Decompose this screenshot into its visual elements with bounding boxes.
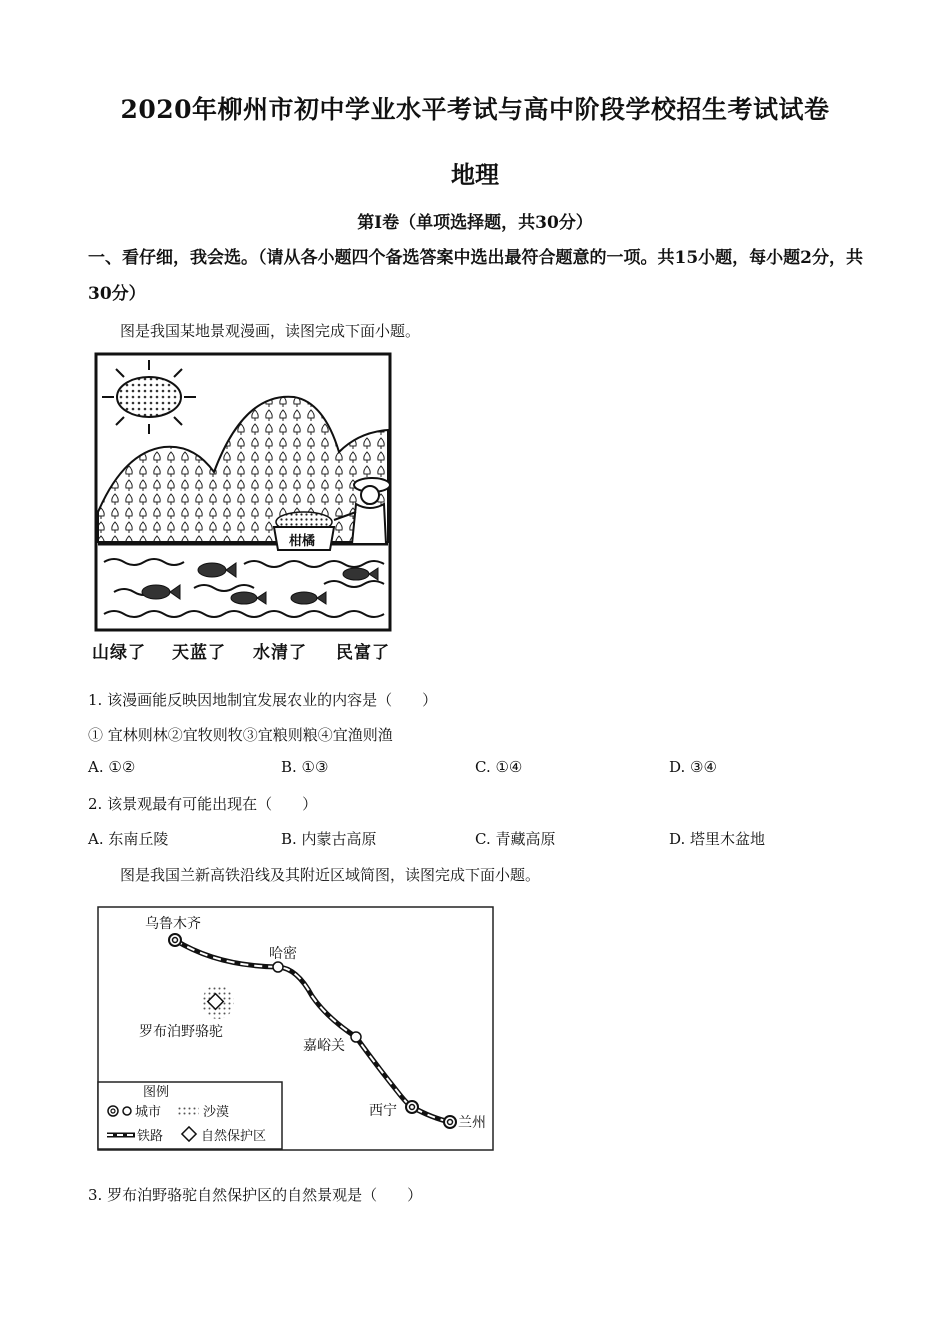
legend-railway: 铁路 bbox=[137, 1129, 164, 1144]
cartoon-caption-1: 山绿了 bbox=[92, 643, 146, 663]
group1-intro: 图是我国某地景观漫画，读图完成下面小题。 bbox=[120, 322, 421, 340]
question-2-stem: 2. 该景观最有可能出现在（ ） bbox=[88, 795, 318, 813]
q1-option-a[interactable]: A. ①② bbox=[88, 758, 136, 776]
cartoon-caption-2: 天蓝了 bbox=[172, 643, 226, 663]
city-urumqi: 乌鲁木齐 bbox=[145, 916, 201, 932]
city-xining: 西宁 bbox=[369, 1103, 397, 1119]
city-jiayuguan: 嘉峪关 bbox=[303, 1038, 345, 1054]
section-title: 第Ⅰ卷（单项选择题，共30分） bbox=[357, 213, 593, 233]
railway-map bbox=[97, 906, 494, 1151]
group2-intro: 图是我国兰新高铁沿线及其附近区域简图，读图完成下面小题。 bbox=[120, 866, 541, 884]
map-legend bbox=[98, 1082, 282, 1149]
legend-title: 图例 bbox=[143, 1085, 170, 1100]
subject-title: 地理 bbox=[451, 160, 499, 189]
question-3-stem: 3. 罗布泊野骆驼自然保护区的自然景观是（ ） bbox=[88, 1186, 423, 1204]
legend-reserve: 自然保护区 bbox=[201, 1129, 267, 1144]
q2-option-b[interactable]: B. 内蒙古高原 bbox=[281, 830, 377, 848]
section-instruction: 一、看仔细，我会选。（请从各小题四个备选答案中选出最符合题意的一项。共15小题，每小题2分，共30分） bbox=[88, 248, 863, 304]
svg-text:柑橘: 柑橘 bbox=[289, 534, 316, 549]
question-1-sub: ① 宜林则林②宜牧则牧③宜粮则粮④宜渔则渔 bbox=[88, 726, 393, 744]
question-1-stem: 1. 该漫画能反映因地制宜发展农业的内容是（ ） bbox=[88, 691, 438, 709]
cartoon-caption-3: 水清了 bbox=[253, 643, 307, 663]
q1-option-c[interactable]: C. ①④ bbox=[475, 758, 523, 776]
q2-option-d[interactable]: D. 塔里木盆地 bbox=[669, 830, 766, 848]
legend-desert: 沙漠 bbox=[203, 1105, 230, 1120]
legend-city: 城市 bbox=[135, 1105, 162, 1120]
city-hami: 哈密 bbox=[269, 946, 297, 962]
exam-title: 2020年柳州市初中学业水平考试与高中阶段学校招生考试试卷 bbox=[120, 95, 830, 124]
q1-option-d[interactable]: D. ③④ bbox=[669, 758, 717, 776]
q2-option-c[interactable]: C. 青藏高原 bbox=[475, 830, 556, 848]
q2-option-a[interactable]: A. 东南丘陵 bbox=[88, 830, 169, 848]
cartoon-caption-4: 民富了 bbox=[336, 643, 390, 663]
citrus-basket-icon bbox=[274, 512, 334, 550]
reserve-label: 罗布泊野骆驼 bbox=[139, 1024, 223, 1040]
landscape-cartoon bbox=[94, 352, 392, 632]
city-lanzhou: 兰州 bbox=[458, 1115, 486, 1131]
q1-option-b[interactable]: B. ①③ bbox=[281, 758, 329, 776]
